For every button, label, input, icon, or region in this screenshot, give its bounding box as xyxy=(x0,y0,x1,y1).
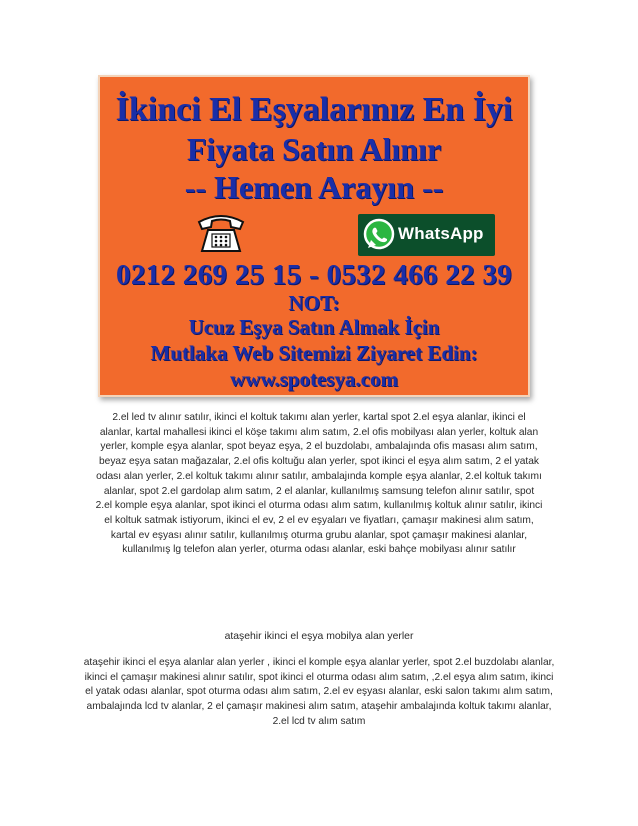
website-url: www.spotesya.com xyxy=(230,367,398,391)
banner-headline-2: Fiyata Satın Alınır xyxy=(186,131,442,167)
note-line-2: Mutlaka Web Sitemizi Ziyaret Edin: xyxy=(150,341,478,365)
note-title: NOT: xyxy=(288,291,340,315)
keyword-paragraph-2: ataşehir ikinci el eşya alanlar alan yerler , ikinci el komple eşya alanlar yerler, spot 2.el buzdolabı alanlar, ikinci el çamaşır makinesi alınır satılır, spot ikinci el oturma odası alım satım, ,2.el eşya alım satım, ikinci el yatak odası alanlar, spot oturma odası alım satım, 2.el ev eşyası alanlar, eski salon takımı alım satım, ambalajında lcd tv alanlar, 2 el çamaşır makinesi alım satım, ataşehir ambalajında koltuk takımı alanlar, 2.el lcd tv alım satım xyxy=(83,657,555,727)
phone-numbers: 0212 269 25 15 - 0532 466 22 39 xyxy=(116,259,512,291)
section-heading: ataşehir ikinci el eşya mobilya alan yerler xyxy=(224,631,414,642)
telephone-icon xyxy=(196,210,246,254)
banner-headline-3: -- Hemen Arayın -- xyxy=(184,169,444,205)
whatsapp-icon xyxy=(362,218,396,252)
note-line-1: Ucuz Eşya Satın Almak İçin xyxy=(188,315,440,339)
keyword-paragraph-1: 2.el led tv alınır satılır, ikinci el koltuk takımı alan yerler, kartal spot 2.el eşya alanlar, ikinci el alanlar, kartal mahallesi ikinci el köşe takımı alım satım, 2.el ofis mobilyası alan yerler, koltuk alan yerler, komple eşya alanlar, spot beyaz eşya, 2 el buzdolabı, ambalajında ofis masası alım satım, beyaz eşya satan mağazalar, 2.el ofis koltuğu alan yerler, spot ikinci el eşya alım satım, 2 el yatak odası alan yerler, 2.el koltuk takımı alınır satılır, ambalajında komple eşya alanlar, 2.el koltuk takımı alanlar, spot 2.el gardolap alım satım, 2 el alanlar, kullanılmış samsung telefon alınır satılır, spot 2.el komple eşya alanlar, spot ikinci el oturma odası alım satım, kullanılmış koltuk alınır satılır, ikinci el koltuk satmak istiyorum, ikinci el ev, 2 el ev eşyaları ve fiyatları, çamaşır makinesi alım satım, kartal ev eşyası alınır satılır, kullanılmış oturma grubu alanlar, spot çamaşır makinesi alanlar, kullanılmış lg telefon alan yerler, oturma odası alanlar, eski bahçe mobilyası alınır satılır xyxy=(95,412,543,556)
banner-headline-1: İkinci El Eşyalarınız En İyi xyxy=(115,91,513,128)
whatsapp-label: WhatsApp xyxy=(398,224,484,243)
advertisement-banner xyxy=(98,75,530,397)
whatsapp-badge xyxy=(358,214,495,256)
